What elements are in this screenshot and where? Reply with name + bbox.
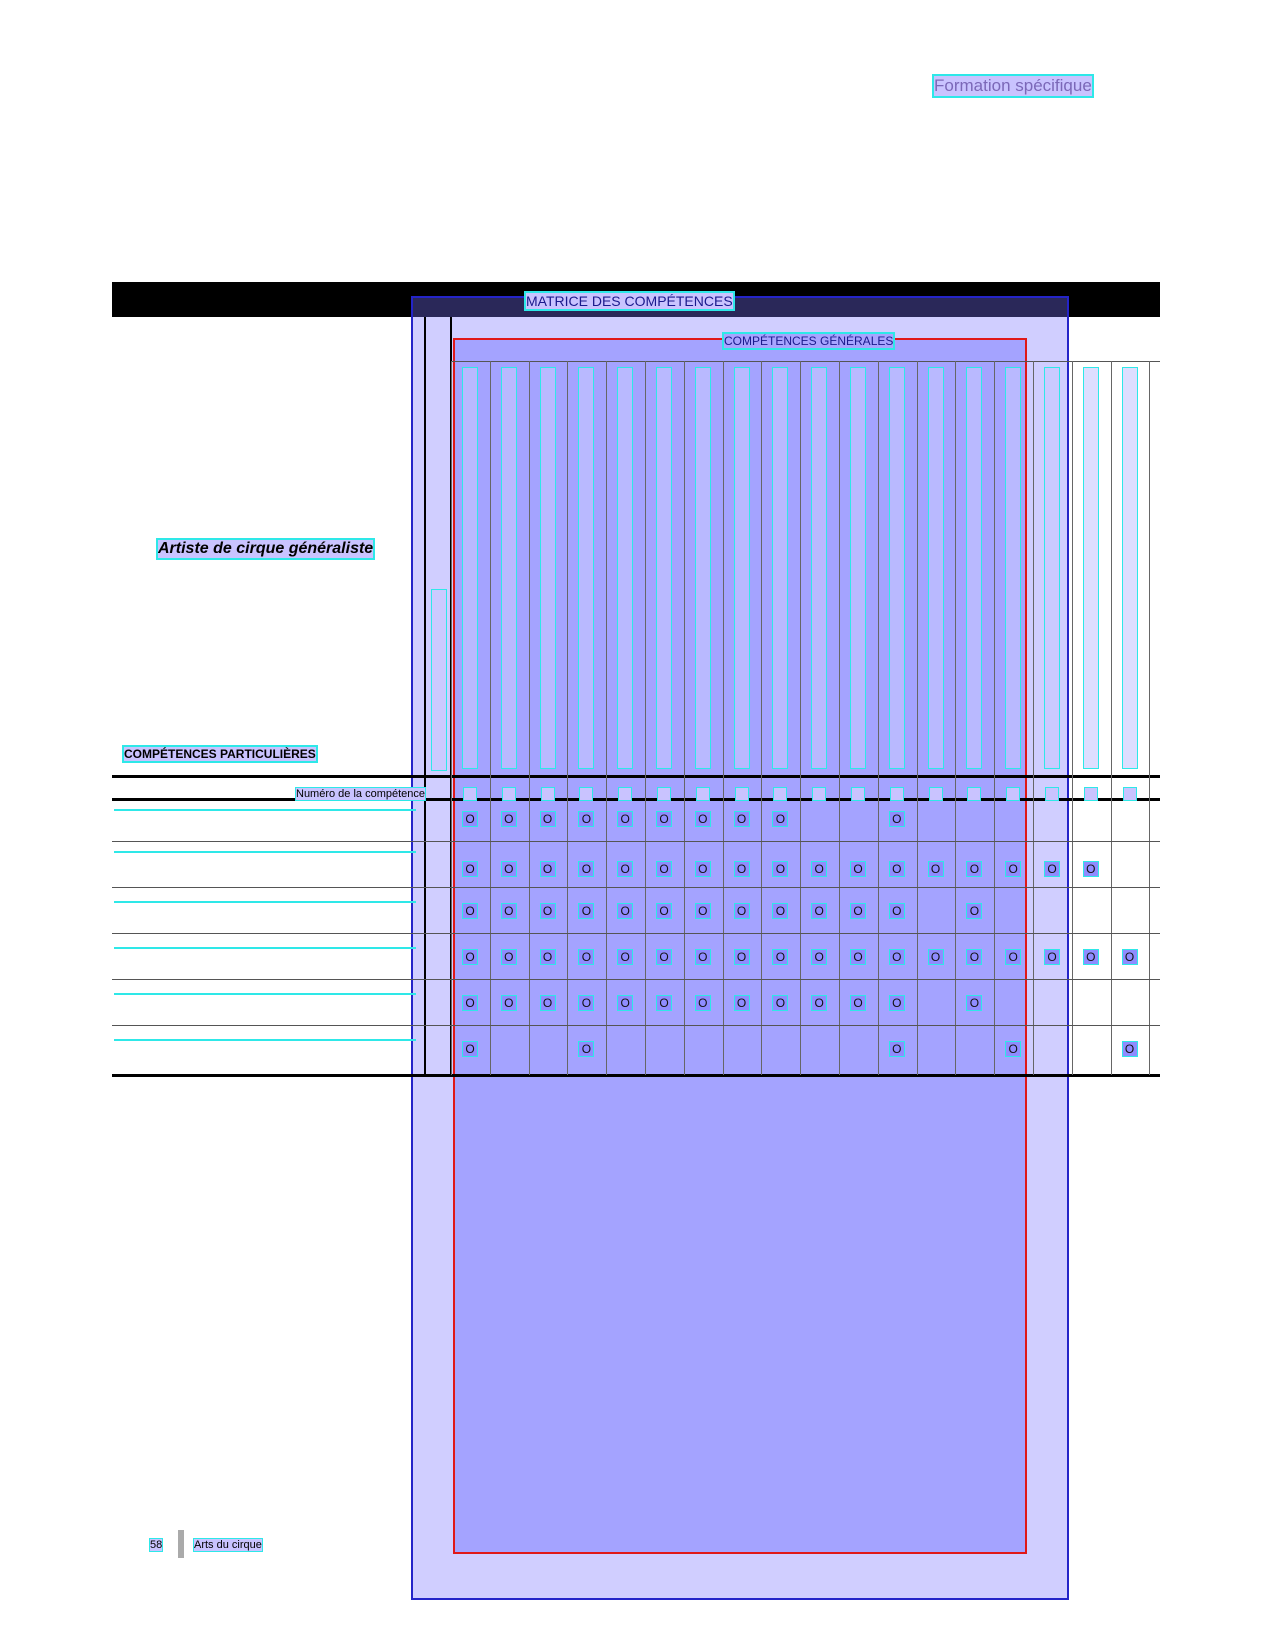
column-header-6 [657,368,671,768]
column-number-17 [1085,788,1097,800]
competency-mark: O [851,950,865,964]
competency-mark: O [929,950,943,964]
column-header-8 [735,368,749,768]
competency-mark: O [735,812,749,826]
column-header-17 [1084,368,1098,768]
competency-mark: O [1084,950,1098,964]
column-number-7 [697,788,709,800]
column-number-1 [464,788,476,800]
competency-mark: O [463,950,477,964]
column-divider [800,361,801,1075]
competency-mark: O [657,996,671,1010]
column-header-10 [812,368,826,768]
competency-mark: O [541,812,555,826]
competency-mark: O [890,996,904,1010]
row-rule [112,933,1160,934]
program-title: Artiste de cirque généraliste [158,540,374,557]
column-number-11 [852,788,864,800]
column-number-10 [813,788,825,800]
column-divider [606,361,607,1075]
column-divider-last [1149,361,1150,1075]
column-number-18 [1124,788,1136,800]
competency-mark: O [851,862,865,876]
competency-mark: O [541,996,555,1010]
competency-mark: O [657,812,671,826]
column-number-9 [774,788,786,800]
column-divider [684,361,685,1075]
competency-mark: O [502,812,516,826]
column-header-1 [463,368,477,768]
row-rule [112,1025,1160,1026]
competency-mark: O [618,862,632,876]
competency-mark: O [1006,1042,1020,1056]
competency-mark: O [502,950,516,964]
number-row-rule [112,798,1160,801]
column-divider [645,361,646,1075]
column-header-5 [618,368,632,768]
number-row-label: Numéro de la compétence [296,788,426,800]
competency-mark: O [890,812,904,826]
header-bottom-rule [112,775,1160,778]
column-header-7 [696,368,710,768]
competency-mark: O [463,812,477,826]
competency-mark: O [773,950,787,964]
column-number-16 [1046,788,1058,800]
column-divider [994,361,995,1075]
competency-mark: O [463,904,477,918]
competency-mark: O [579,1042,593,1056]
competency-mark: O [618,812,632,826]
footer-title: Arts du cirque [194,1539,262,1551]
competency-mark: O [463,996,477,1010]
column-divider [1033,361,1034,1075]
column-number-4 [580,788,592,800]
competency-mark: O [735,950,749,964]
column-header-3 [541,368,555,768]
competency-mark: O [696,950,710,964]
competency-mark: O [463,862,477,876]
column-header-11 [851,368,865,768]
competency-mark: O [463,1042,477,1056]
competency-mark: O [579,950,593,964]
column-header-16 [1045,368,1059,768]
competency-mark: O [541,904,555,918]
competency-mark: O [735,996,749,1010]
column-divider [878,361,879,1075]
general-header-rule [452,361,1160,362]
competency-mark: O [967,862,981,876]
number-column-header [432,590,446,770]
competency-mark: O [1006,950,1020,964]
column-number-8 [736,788,748,800]
number-col-left [424,317,426,1075]
column-divider [723,361,724,1075]
column-header-18 [1123,368,1137,768]
column-header-9 [773,368,787,768]
row-rule [112,887,1160,888]
competency-mark: O [1045,950,1059,964]
competency-mark: O [657,950,671,964]
column-number-13 [930,788,942,800]
competency-mark: O [735,904,749,918]
column-divider [917,361,918,1075]
column-header-14 [967,368,981,768]
general-competencies-title: COMPÉTENCES GÉNÉRALES [724,334,894,348]
competency-mark: O [851,904,865,918]
competency-mark: O [1084,862,1098,876]
column-header-4 [579,368,593,768]
competency-mark: O [618,996,632,1010]
competency-mark: O [735,862,749,876]
competency-mark: O [812,904,826,918]
competency-mark: O [541,862,555,876]
column-number-6 [658,788,670,800]
column-number-14 [968,788,980,800]
column-number-12 [891,788,903,800]
competency-mark: O [812,996,826,1010]
competency-mark: O [812,862,826,876]
column-number-2 [503,788,515,800]
competency-mark: O [696,862,710,876]
competency-mark: O [773,812,787,826]
column-divider [451,361,452,1075]
competency-mark: O [696,904,710,918]
footer-divider [178,1530,184,1558]
competency-mark: O [696,996,710,1010]
competency-mark: O [502,996,516,1010]
column-divider [1111,361,1112,1075]
competency-mark: O [1123,1042,1137,1056]
competency-mark: O [579,862,593,876]
competency-mark: O [967,996,981,1010]
competency-mark: O [967,950,981,964]
competency-mark: O [890,862,904,876]
column-divider [761,361,762,1075]
matrix-title: MATRICE DES COMPÉTENCES [526,293,733,309]
competency-mark: O [579,996,593,1010]
competency-mark: O [773,904,787,918]
competency-mark: O [579,812,593,826]
competency-mark: O [618,950,632,964]
competency-mark: O [502,904,516,918]
competency-mark: O [502,862,516,876]
column-divider [1072,361,1073,1075]
competency-mark: O [890,904,904,918]
row-rule [112,979,1160,980]
column-divider [955,361,956,1075]
competency-mark: O [773,862,787,876]
competency-mark: O [1045,862,1059,876]
competency-mark: O [890,1042,904,1056]
competency-mark: O [657,904,671,918]
competency-mark: O [696,812,710,826]
competency-mark: O [579,904,593,918]
row-rule [112,841,1160,842]
competency-mark: O [618,904,632,918]
competency-mark: O [1006,862,1020,876]
competency-mark: O [812,950,826,964]
page-number: 58 [150,1539,163,1551]
competency-mark: O [929,862,943,876]
column-header-13 [929,368,943,768]
competency-mark: O [851,996,865,1010]
table-bottom-rule [112,1074,1160,1077]
competency-mark: O [967,904,981,918]
column-header-15 [1006,368,1020,768]
column-header-12 [890,368,904,768]
competency-mark: O [657,862,671,876]
column-number-5 [619,788,631,800]
column-number-15 [1007,788,1019,800]
competency-mark: O [1123,950,1137,964]
column-divider [529,361,530,1075]
column-header-2 [502,368,516,768]
competency-mark: O [773,996,787,1010]
particular-competencies-title: COMPÉTENCES PARTICULIÈRES [124,747,316,761]
section-label: Formation spécifique [934,76,1092,95]
column-divider [567,361,568,1075]
column-divider [839,361,840,1075]
competency-mark: O [890,950,904,964]
column-number-3 [542,788,554,800]
column-divider [490,361,491,1075]
competency-mark: O [541,950,555,964]
